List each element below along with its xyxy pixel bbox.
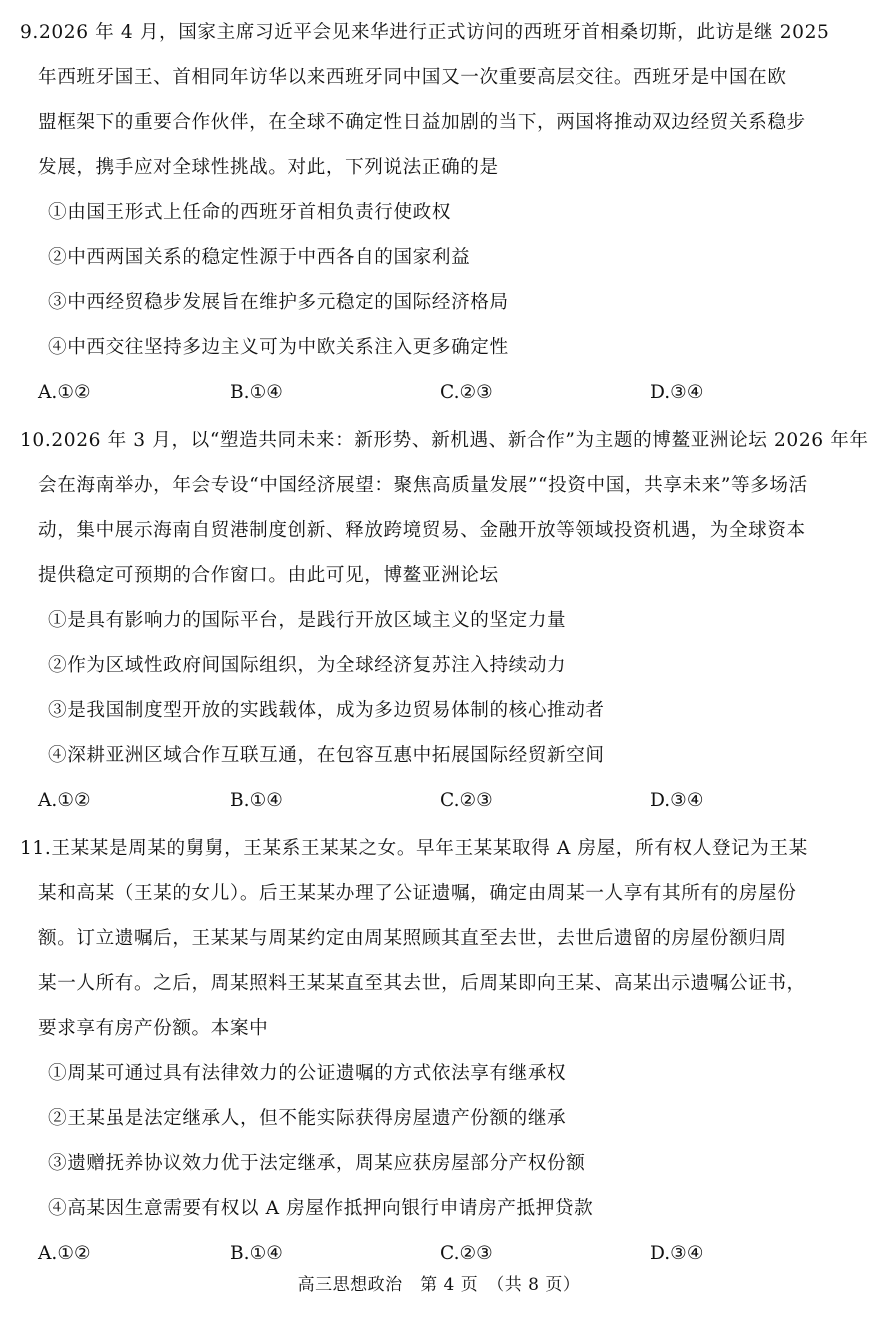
- choice-c: C.②③: [440, 1243, 493, 1264]
- option-statement: ④高某因生意需要有权以 A 房屋作抵押向银行申请房产抵押贷款: [48, 1198, 594, 1219]
- question-stem-line: 动，集中展示海南自贸港制度创新、释放跨境贸易、金融开放等领域投资机遇，为全球资本: [38, 520, 806, 541]
- question-stem-line: 提供稳定可预期的合作窗口。由此可见，博鳌亚洲论坛: [38, 565, 499, 586]
- option-statement: ②作为区域性政府间国际组织，为全球经济复苏注入持续动力: [48, 655, 567, 676]
- option-statement: ③遗赠抚养协议效力优于法定继承，周某应获房屋部分产权份额: [48, 1153, 586, 1174]
- option-statement: ①周某可通过具有法律效力的公证遗嘱的方式依法享有继承权: [48, 1063, 567, 1084]
- question-stem-line: 9.2026 年 4 月，国家主席习近平会见来华进行正式访问的西班牙首相桑切斯，此访是继 2025: [20, 22, 830, 43]
- choice-b: B.①④: [230, 382, 283, 403]
- option-statement: ①由国王形式上任命的西班牙首相负责行使政权: [48, 202, 452, 223]
- question-stem-line: 10.2026 年 3 月，以“塑造共同未来：新形势、新机遇、新合作”为主题的博鳌亚洲论坛 2026 年年: [20, 430, 869, 451]
- option-statement: ②王某虽是法定继承人，但不能实际获得房屋遗产份额的继承: [48, 1108, 567, 1129]
- question-stem-line: 年西班牙国王、首相同年访华以来西班牙同中国又一次重要高层交往。西班牙是中国在欧: [38, 67, 787, 88]
- option-statement: ④中西交往坚持多边主义可为中欧关系注入更多确定性: [48, 337, 509, 358]
- option-statement: ③中西经贸稳步发展旨在维护多元稳定的国际经济格局: [48, 292, 509, 313]
- option-statement: ③是我国制度型开放的实践载体，成为多边贸易体制的核心推动者: [48, 700, 605, 721]
- choice-b: B.①④: [230, 1243, 283, 1264]
- question-stem-line: 盟框架下的重要合作伙伴，在全球不确定性日益加剧的当下，两国将推动双边经贸关系稳步: [38, 112, 806, 133]
- page-footer: 高三思想政治 第 4 页 （共 8 页）: [297, 1275, 581, 1295]
- option-statement: ②中西两国关系的稳定性源于中西各自的国家利益: [48, 247, 471, 268]
- question-stem-line: 发展，携手应对全球性挑战。对此，下列说法正确的是: [38, 157, 499, 178]
- choice-b: B.①④: [230, 790, 283, 811]
- question-stem-line: 额。订立遗嘱后，王某某与周某约定由周某照顾其直至去世，去世后遗留的房屋份额归周: [38, 928, 787, 949]
- question-stem-line: 要求享有房产份额。本案中: [38, 1018, 269, 1039]
- choice-a: A.①②: [38, 382, 91, 403]
- option-statement: ④深耕亚洲区域合作互联互通，在包容互惠中拓展国际经贸新空间: [48, 745, 605, 766]
- choice-c: C.②③: [440, 382, 493, 403]
- choice-a: A.①②: [38, 1243, 91, 1264]
- choice-d: D.③④: [650, 790, 704, 811]
- answer-choices: [0, 370, 878, 415]
- question-stem-line: 某一人所有。之后，周某照料王某某直至其去世，后周某即向王某、高某出示遗嘱公证书，: [38, 973, 806, 994]
- choice-d: D.③④: [650, 1243, 704, 1264]
- question-stem-line: 某和高某（王某的女儿）。后王某某办理了公证遗嘱，确定由周某一人享有其所有的房屋份: [38, 883, 797, 904]
- answer-choices: [0, 778, 878, 823]
- choice-c: C.②③: [440, 790, 493, 811]
- question-stem-line: 11.王某某是周某的舅舅，王某系王某某之女。早年王某某取得 A 房屋，所有权人登记为王某: [20, 838, 808, 859]
- choice-a: A.①②: [38, 790, 91, 811]
- question-stem-line: 会在海南举办，年会专设“中国经济展望：聚焦高质量发展”“投资中国，共享未来”等多场活: [38, 475, 808, 496]
- choice-d: D.③④: [650, 382, 704, 403]
- option-statement: ①是具有影响力的国际平台，是践行开放区域主义的坚定力量: [48, 610, 567, 631]
